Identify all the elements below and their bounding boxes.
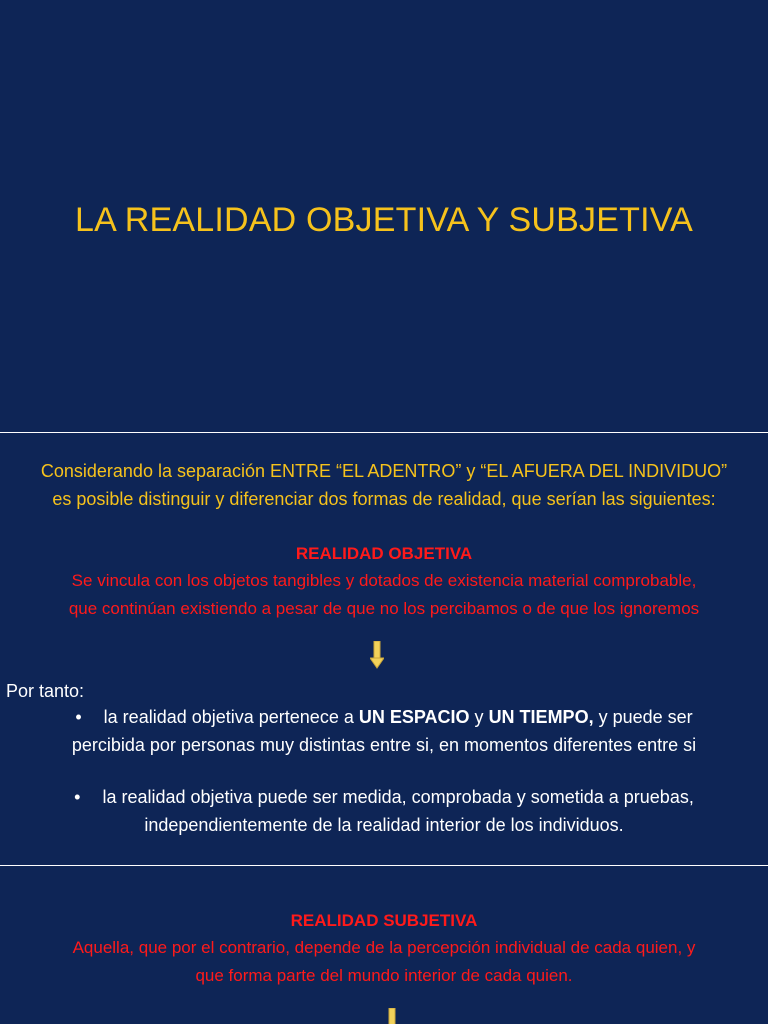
intro-line-1: Considerando la separación ENTRE “EL ADENTRO” y “EL AFUERA DEL INDIVIDUO” — [40, 461, 728, 481]
slide-title — [0, 0, 768, 432]
bullet-icon: • — [74, 787, 81, 807]
bullet1-text-a: la realidad objetiva pertenece a — [103, 707, 359, 727]
objective-reality-block — [0, 541, 768, 623]
bullet2-line-1: la realidad objetiva puede ser medida, comprobada y sometida a pruebas, — [102, 787, 694, 807]
slide-objective-reality — [0, 433, 768, 865]
por-tanto-label: Por tanto: — [6, 681, 85, 701]
down-arrow-icon — [385, 1008, 399, 1024]
subjective-line-2: que forma parte del mundo interior de cada quien. — [195, 966, 573, 985]
bullet-icon: • — [75, 707, 82, 727]
bullet1-line-2: percibida por personas muy distintas entre si, en momentos diferentes entre si — [71, 735, 697, 755]
down-arrow-icon — [370, 641, 384, 669]
intro-line-2: es posible distinguir y diferenciar dos formas de realidad, que serían las siguientes: — [52, 489, 716, 509]
subjective-heading: REALIDAD SUBJETIVA — [290, 911, 478, 930]
intro-paragraph — [0, 457, 768, 513]
bullet1-text-b: y — [469, 707, 489, 727]
objective-line-2: que continúan existiendo a pesar de que no los percibamos o de que los ignoremos — [68, 599, 700, 618]
bullet1-bold-time: UN TIEMPO, — [488, 707, 594, 727]
slide-subjective-reality — [0, 866, 768, 1024]
bullet1-bold-space: UN ESPACIO — [358, 707, 470, 727]
subjective-line-1: Aquella, que por el contrario, depende de la percepción individual de cada quien, y — [72, 938, 696, 957]
bullet2-line-2: independientemente de la realidad interior de los individuos. — [144, 815, 624, 835]
bullet-item-space-time — [0, 703, 768, 759]
objective-line-1: Se vincula con los objetos tangibles y dotados de existencia material comprobable, — [71, 571, 697, 590]
objective-heading: REALIDAD OBJETIVA — [295, 544, 473, 563]
slide-title-text: LA REALIDAD OBJETIVA Y SUBJETIVA — [74, 201, 693, 239]
subjective-reality-block — [0, 908, 768, 990]
bullet1-text-c: y puede ser — [593, 707, 693, 727]
bullet-item-measurable — [0, 783, 768, 839]
